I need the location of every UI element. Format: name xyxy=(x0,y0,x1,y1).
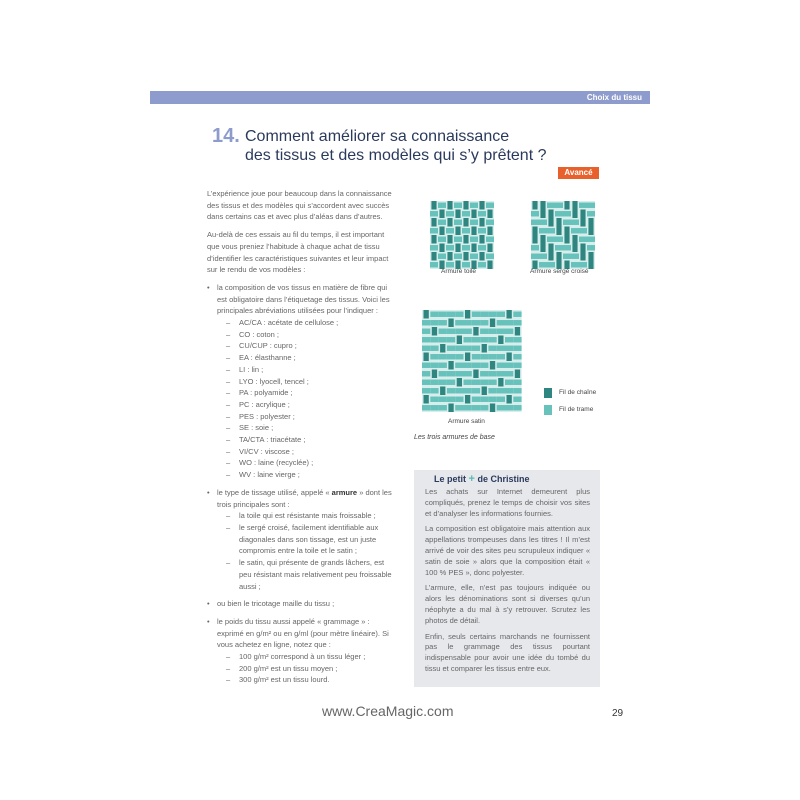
bullet-composition: • la composition de vos tissus en matière de fibre qui est obligatoire dans l’étiquetage des tissus. Voici les principales abréviations utilisées pour l’indiquer : – AC/CA : acétate de cellulose ; – CO : coton ; – CU/CUP : cupro ; – EA : élasthanne ; – LI : lin ; – LYO : lyocell, tencel ; – PA : polyamide ; – PC : acrylique ; – PES : polyester ; – SE : soie ; – TA/CTA : triacétate ; – VI/CV : viscose ; – WO : laine (recyclée) ; – WV : laine vierge ; xyxy=(207,282,397,481)
question-number: 14. xyxy=(212,125,240,147)
list-item: – WO : laine (recyclée) ; xyxy=(217,457,397,469)
list-item: – EA : élasthanne ; xyxy=(217,352,397,364)
intro-paragraph: L’expérience joue pour beaucoup dans la connaissance des tissus et des modèles qui s’accordent avec succès dans certains cas et avec plus d’aléas dans d’autres. xyxy=(207,189,392,222)
list-item: – le sergé croisé, facilement identifiable aux diagonales dans son tissage, est un juste compromis entre la toile et le satin ; xyxy=(217,522,397,557)
list-item: – la toile qui est résistante mais froissable ; xyxy=(217,510,397,522)
plus-icon: + xyxy=(468,473,475,485)
page-title-line2: des tissus et des modèles qui s’y prêtent ? xyxy=(245,147,547,164)
weave-serge xyxy=(531,201,595,269)
list-item: – LI : lin ; xyxy=(217,364,397,376)
caption-serge: Armure sergé croisé xyxy=(530,268,589,275)
list-item: – TA/CTA : triacétate ; xyxy=(217,434,397,446)
page-title-line1: Comment améliorer sa connaissance xyxy=(245,128,510,145)
tip-body xyxy=(425,487,590,680)
figure-caption: Les trois armures de base xyxy=(414,434,495,441)
watermark: www.CreaMagic.com xyxy=(322,703,454,719)
list-item: – PC : acrylique ; xyxy=(217,399,397,411)
list-item: – 200 g/m² est un tissu moyen ; xyxy=(217,663,397,675)
weft-swatch xyxy=(544,405,552,415)
tip-paragraph: Les achats sur Internet demeurent plus compliqués, prenez le temps de choisir vos sites et d’analyser les informations fournies. xyxy=(425,487,590,518)
tip-title: Le petit + de Christine xyxy=(434,473,530,485)
tip-paragraph: Enfin, seuls certains marchands ne fournissent pas le grammage des tissus pourtant indispensable pour avoir une idée du tombé du tissu et comparer les tissus entre eux. xyxy=(425,631,590,673)
list-item: – AC/CA : acétate de cellulose ; xyxy=(217,317,397,329)
list-item: – WV : laine vierge ; xyxy=(217,469,397,481)
caption-toile: Armure toile xyxy=(441,268,477,275)
legend-warp: Fil de chaîne xyxy=(559,389,597,396)
list-item: – le satin, qui présente de grands lâchers, est peu résistant mais relativement peu froissable aussi ; xyxy=(217,557,397,592)
term-armure: armure xyxy=(331,487,358,497)
weave-satin xyxy=(422,310,522,412)
intro-paragraph: Au-delà de ces essais au fil du temps, il est important que vous preniez l’habitude à chaque achat de tissu d’identifier les caractéristiques suivantes et leur impact sur le rendu de vos modèles : xyxy=(207,230,389,275)
list-item: – CO : coton ; xyxy=(217,329,397,341)
section-label: Choix du tissu xyxy=(586,93,642,102)
bullet-knit: • ou bien le tricotage maille du tissu ; xyxy=(207,598,397,610)
level-badge: Avancé xyxy=(558,167,599,179)
tip-paragraph: L’armure, elle, n’est pas toujours indiquée ou alors les dénominations sont si diverses qu’un néophyte a du mal à s’y retrouver. Scrutez les photos de détail. xyxy=(425,583,590,625)
bullet-weave: • le type de tissage utilisé, appelé « armure » dont les trois principales sont : – la toile qui est résistante mais froissable ; – le sergé croisé, facilement identifiable aux diagonales dans son tissage, est un juste compromis entre la toile et le satin ; – le satin, qui présente de grands lâchers, est peu résistant mais relativement peu froissable aussi ; xyxy=(207,487,397,592)
warp-swatch xyxy=(544,388,552,398)
weave-toile xyxy=(430,201,494,269)
list-item: – SE : soie ; xyxy=(217,422,397,434)
page-number: 29 xyxy=(612,708,624,719)
tip-paragraph: La composition est obligatoire mais attention aux appellations trompeuses dans les titres ! Il m’est arrivé de voir des sites peu scrupuleux indiquer « satin de soie » alors que la composition était « 100 % PES », donc polyester. xyxy=(425,524,590,577)
list-item: – CU/CUP : cupro ; xyxy=(217,340,397,352)
list-item: – 100 g/m² correspond à un tissu léger ; xyxy=(217,651,397,663)
list-item: – PES : polyester ; xyxy=(217,411,397,423)
list-item: – 300 g/m² est un tissu lourd. xyxy=(217,674,397,686)
bullet-weight: • le poids du tissu aussi appelé « grammage » : exprimé en g/m² ou en g/ml (pour mètre linéaire). Si vous achetez en ligne, notez que : – 100 g/m² correspond à un tissu léger ; – 200 g/m² est un tissu moyen ; – 300 g/m² est un tissu lourd. xyxy=(207,616,397,686)
list-item: – VI/CV : viscose ; xyxy=(217,446,397,458)
caption-satin: Armure satin xyxy=(448,418,485,425)
legend-weft: Fil de trame xyxy=(559,406,594,413)
list-item: – PA : polyamide ; xyxy=(217,387,397,399)
list-item: – LYO : lyocell, tencel ; xyxy=(217,376,397,388)
